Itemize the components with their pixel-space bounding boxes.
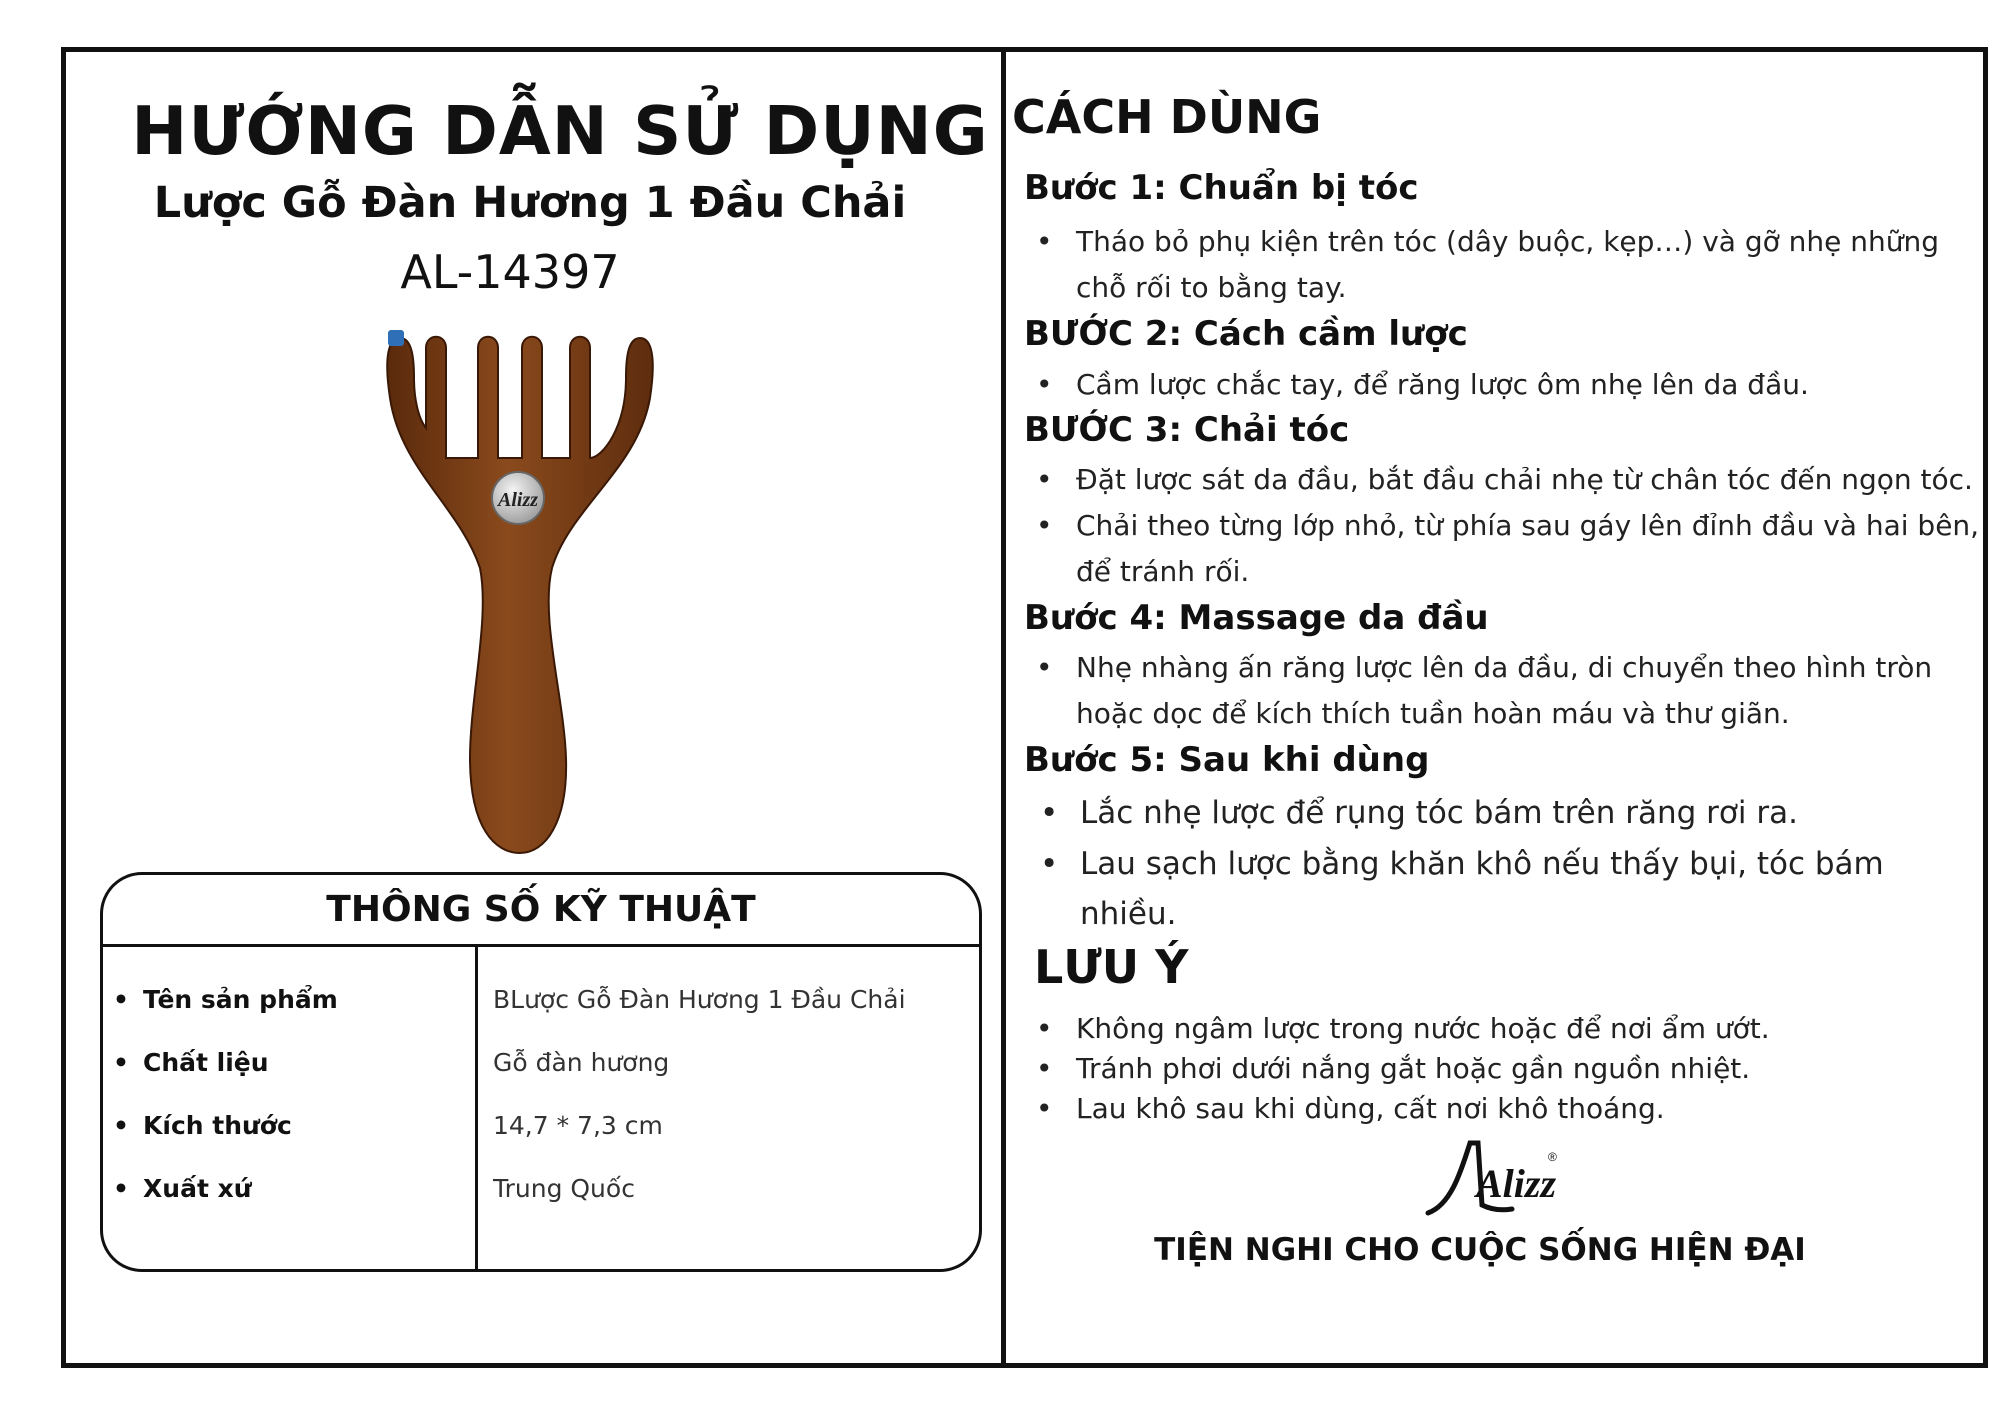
list-item-text: Tránh phơi dưới nắng gắt hoặc gần nguồn nhiệt. [1076,1052,1751,1085]
step-1-title: Bước 1: Chuẩn bị tóc [1024,168,1419,208]
list-item-text: Lau khô sau khi dùng, cất nơi khô thoáng. [1076,1092,1665,1125]
list-item: • Tránh phơi dưới nắng gắt hoặc gần nguồn nhiệt. [1036,1052,1751,1085]
notes-heading: LƯU Ý [1034,940,1189,994]
spec-label: • Tên sản phẩm [113,985,338,1014]
brand-tagline: TIỆN NGHI CHO CUỘC SỐNG HIỆN ĐẠI [1154,1232,1806,1268]
spec-label: • Chất liệu [113,1048,269,1077]
list-item: • Tháo bỏ phụ kiện trên tóc (dây buộc, kẹp…) và gỡ nhẹ những chỗ rối to bằng tay. [1036,219,1986,311]
list-item-text: Cầm lược chắc tay, để răng lược ôm nhẹ lên da đầu. [1076,368,1809,401]
list-item-text: Tháo bỏ phụ kiện trên tóc (dây buộc, kẹp…) và gỡ nhẹ những chỗ rối to bằng tay. [1076,225,1940,304]
spec-value: BLược Gỗ Đàn Hương 1 Đầu Chải [493,985,906,1014]
step-4-title: Bước 4: Massage da đầu [1024,598,1489,638]
brand-logo-text: Alizz [1476,1161,1557,1206]
model-number: AL-14397 [400,245,620,299]
brand-logo [1420,1135,1560,1219]
step-2-title: BƯỚC 2: Cách cầm lược [1024,314,1468,354]
step-5-title: Bước 5: Sau khi dùng [1024,740,1430,780]
list-item: • Chải theo từng lớp nhỏ, từ phía sau gáy lên đỉnh đầu và hai bên, để tránh rối. [1036,503,1986,595]
spec-row [103,1174,979,1214]
spec-row [103,1048,979,1088]
page-title: HƯỚNG DẪN SỬ DỤNG [131,92,989,170]
product-name: Lược Gỗ Đàn Hương 1 Đầu Chải [153,178,907,228]
usage-heading: CÁCH DÙNG [1012,90,1322,144]
badge-logo-text: Alizz [497,489,539,511]
list-item: • Nhẹ nhàng ấn răng lược lên da đầu, di chuyển theo hình tròn hoặc dọc để kích thích tuần hoàn máu và thư giãn. [1036,645,1986,737]
list-item: • Không ngâm lược trong nước hoặc để nơi ẩm ướt. [1036,1012,1770,1045]
registered-mark: ® [1548,1150,1557,1164]
list-item-text: Chải theo từng lớp nhỏ, từ phía sau gáy lên đỉnh đầu và hai bên, để tránh rối. [1076,509,1980,588]
wooden-comb-icon [370,318,670,858]
column-divider [1001,47,1006,1368]
list-item: • Đặt lược sát da đầu, bắt đầu chải nhẹ từ chân tóc đến ngọn tóc. [1036,457,1986,503]
list-item: • Cầm lược chắc tay, để răng lược ôm nhẹ lên da đầu. [1036,362,1986,408]
spec-label: • Xuất xứ [113,1174,252,1203]
blue-tag [388,330,404,346]
spec-row [103,1111,979,1151]
spec-value: 14,7 * 7,3 cm [493,1111,663,1140]
list-item-text: Nhẹ nhàng ấn răng lược lên da đầu, di chuyển theo hình tròn hoặc dọc để kích thích tuần hoàn máu và thư giãn. [1076,651,1933,730]
specs-header-line [103,944,979,947]
list-item: • Lau sạch lược bằng khăn khô nếu thấy bụi, tóc bám nhiều. [1040,839,1990,939]
list-item-text: Lắc nhẹ lược để rụng tóc bám trên răng rơi ra. [1080,795,1798,831]
spec-row [103,985,979,1025]
specs-table [100,872,982,1272]
spec-label: • Kích thước [113,1111,292,1140]
list-item: • Lắc nhẹ lược để rụng tóc bám trên răng rơi ra. [1040,788,1990,838]
spec-value: Trung Quốc [493,1174,635,1203]
specs-title: THÔNG SỐ KỸ THUẬT [326,889,756,930]
list-item-text: Không ngâm lược trong nước hoặc để nơi ẩm ướt. [1076,1012,1770,1045]
step-3-title: BƯỚC 3: Chải tóc [1024,410,1350,450]
list-item: • Lau khô sau khi dùng, cất nơi khô thoáng. [1036,1092,1665,1125]
list-item-text: Lau sạch lược bằng khăn khô nếu thấy bụi, tóc bám nhiều. [1080,846,1884,932]
spec-value: Gỗ đàn hương [493,1048,670,1077]
list-item-text: Đặt lược sát da đầu, bắt đầu chải nhẹ từ chân tóc đến ngọn tóc. [1076,463,1973,496]
